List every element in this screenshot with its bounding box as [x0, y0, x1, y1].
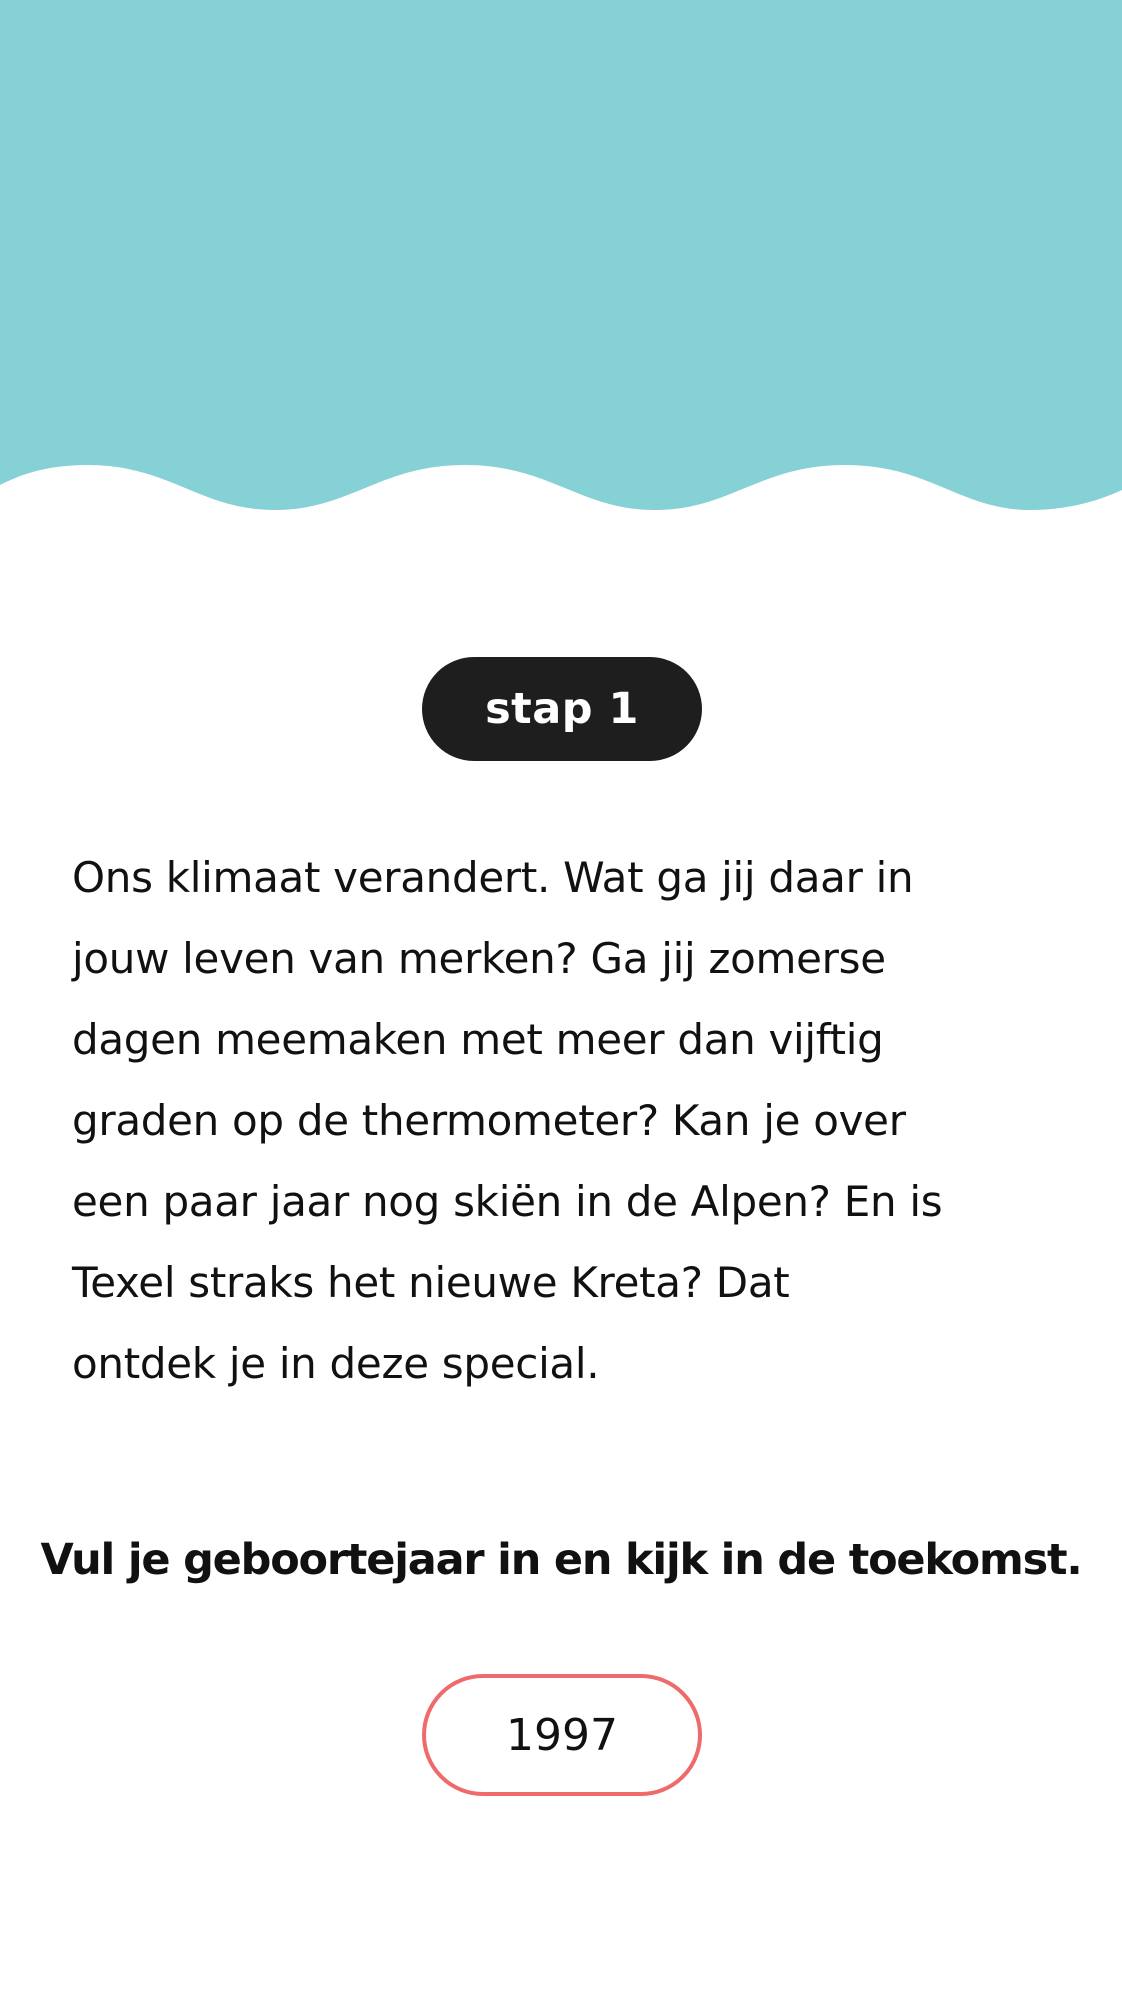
step-badge: stap 1	[422, 657, 702, 761]
intro-line: jouw leven van merken? Ga jij zomerse	[72, 934, 886, 983]
wave-shape	[0, 0, 1122, 520]
intro-line: dagen meemaken met meer dan vijftig	[72, 1015, 884, 1064]
intro-line: graden op de thermometer? Kan je over	[72, 1096, 906, 1145]
intro-line: Texel straks het nieuwe Kreta? Dat	[72, 1258, 790, 1307]
birth-year-input[interactable]	[422, 1674, 702, 1796]
hero-wave-banner	[0, 0, 1122, 520]
intro-paragraph	[72, 837, 1072, 1404]
intro-line: ontdek je in deze special.	[72, 1339, 600, 1388]
wave-path	[0, 0, 1122, 510]
intro-line: Ons klimaat verandert. Wat ga jij daar in	[72, 853, 914, 902]
birth-year-prompt: Vul je geboortejaar in en kijk in de toekomst.	[40, 1535, 1082, 1585]
intro-line: een paar jaar nog skiën in de Alpen? En is	[72, 1177, 943, 1226]
